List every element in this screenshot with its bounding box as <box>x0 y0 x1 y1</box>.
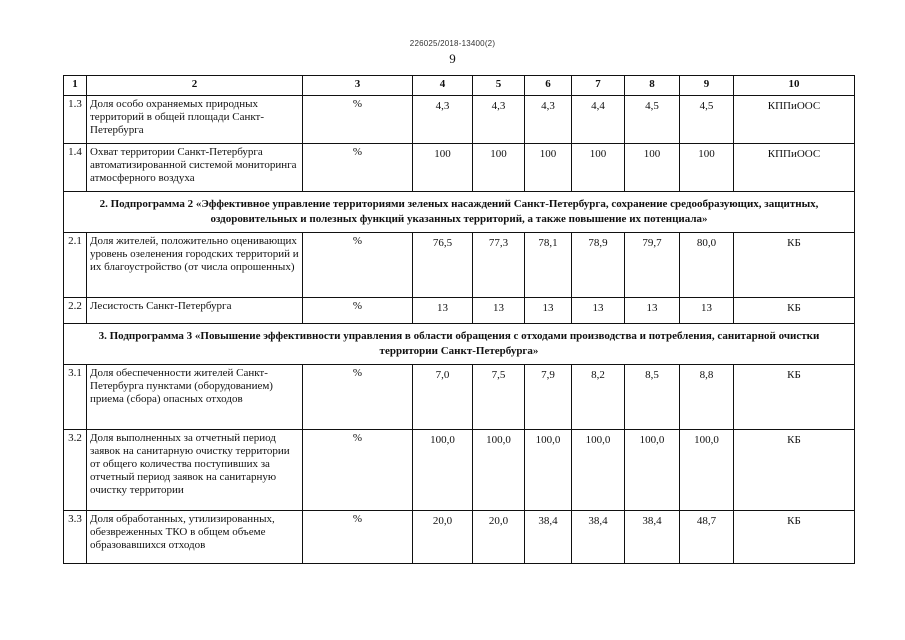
value-cell: 4,3 <box>525 96 572 144</box>
document-id: 226025/2018-13400(2) <box>409 39 496 48</box>
value-cell: 100,0 <box>680 430 734 511</box>
header-cell: 3 <box>303 76 413 96</box>
value-cell: 80,0 <box>680 233 734 298</box>
table-row <box>64 365 855 430</box>
unit: % <box>303 430 413 511</box>
source-cell: КБ <box>734 365 855 430</box>
value-cell: 13 <box>625 298 680 324</box>
value-cell: 100,0 <box>572 430 625 511</box>
value-cell: 100 <box>413 144 473 192</box>
value-cell: 38,4 <box>625 511 680 564</box>
value-cell: 4,5 <box>625 96 680 144</box>
value-cell: 13 <box>473 298 525 324</box>
row-index: 2.1 <box>64 233 87 298</box>
row-index: 3.1 <box>64 365 87 430</box>
table-row <box>64 511 855 564</box>
indicator-name: Доля особо охраняемых природных территорий в общей площади Санкт-Петербурга <box>87 96 303 144</box>
value-cell: 48,7 <box>680 511 734 564</box>
value-cell: 8,8 <box>680 365 734 430</box>
source-cell: КППиООС <box>734 96 855 144</box>
indicator-name: Доля обеспеченности жителей Санкт-Петербурга пунктами (оборудованием) приема (сбора) опасных отходов <box>87 365 303 430</box>
value-cell: 38,4 <box>572 511 625 564</box>
row-index: 3.3 <box>64 511 87 564</box>
value-cell: 100,0 <box>413 430 473 511</box>
section-row <box>64 192 855 233</box>
table-row <box>64 96 855 144</box>
value-cell: 4,3 <box>413 96 473 144</box>
value-cell: 100,0 <box>473 430 525 511</box>
source-cell: КППиООС <box>734 144 855 192</box>
unit: % <box>303 511 413 564</box>
row-index: 2.2 <box>64 298 87 324</box>
value-cell: 78,9 <box>572 233 625 298</box>
value-cell: 77,3 <box>473 233 525 298</box>
indicators-table <box>63 75 855 564</box>
section-title: 3. Подпрограмма 3 «Повышение эффективности управления в области обращения с отходами производства и потребления, санитарной очистки территории Санкт-Петербурга» <box>64 324 855 365</box>
value-cell: 4,3 <box>473 96 525 144</box>
row-index: 3.2 <box>64 430 87 511</box>
value-cell: 38,4 <box>525 511 572 564</box>
table-row <box>64 233 855 298</box>
value-cell: 100 <box>473 144 525 192</box>
table-row <box>64 430 855 511</box>
header-cell: 1 <box>64 76 87 96</box>
section-row <box>64 324 855 365</box>
value-cell: 20,0 <box>473 511 525 564</box>
value-cell: 8,5 <box>625 365 680 430</box>
unit: % <box>303 298 413 324</box>
value-cell: 7,9 <box>525 365 572 430</box>
value-cell: 100 <box>625 144 680 192</box>
header-cell: 8 <box>625 76 680 96</box>
value-cell: 76,5 <box>413 233 473 298</box>
page-number: 9 <box>449 51 456 66</box>
unit: % <box>303 233 413 298</box>
value-cell: 4,4 <box>572 96 625 144</box>
table-row <box>64 298 855 324</box>
value-cell: 13 <box>525 298 572 324</box>
value-cell: 7,5 <box>473 365 525 430</box>
value-cell: 13 <box>572 298 625 324</box>
indicator-name: Лесистость Санкт-Петербурга <box>87 298 303 324</box>
row-index: 1.4 <box>64 144 87 192</box>
table-header-row <box>64 76 855 96</box>
value-cell: 8,2 <box>572 365 625 430</box>
value-cell: 7,0 <box>413 365 473 430</box>
header-cell: 7 <box>572 76 625 96</box>
unit: % <box>303 144 413 192</box>
source-cell: КБ <box>734 298 855 324</box>
value-cell: 100 <box>525 144 572 192</box>
unit: % <box>303 96 413 144</box>
header-cell: 6 <box>525 76 572 96</box>
value-cell: 4,5 <box>680 96 734 144</box>
indicator-name: Доля жителей, положительно оценивающих уровень озеленения городских территорий и их благоустройство (от числа опрошенных) <box>87 233 303 298</box>
source-cell: КБ <box>734 430 855 511</box>
header-cell: 10 <box>734 76 855 96</box>
value-cell: 100 <box>572 144 625 192</box>
value-cell: 100,0 <box>625 430 680 511</box>
value-cell: 100,0 <box>525 430 572 511</box>
header-cell: 9 <box>680 76 734 96</box>
table-row <box>64 144 855 192</box>
unit: % <box>303 365 413 430</box>
value-cell: 100 <box>680 144 734 192</box>
table-body <box>64 76 855 564</box>
value-cell: 13 <box>413 298 473 324</box>
value-cell: 79,7 <box>625 233 680 298</box>
header-cell: 4 <box>413 76 473 96</box>
header-cell: 5 <box>473 76 525 96</box>
section-title: 2. Подпрограмма 2 «Эффективное управление территориями зеленых насаждений Санкт-Петербурга, сохранение средообразующих, защитных, оздоровительных и полезных функций указанных территорий, а также повышение их потенциала» <box>64 192 855 233</box>
source-cell: КБ <box>734 511 855 564</box>
row-index: 1.3 <box>64 96 87 144</box>
source-cell: КБ <box>734 233 855 298</box>
value-cell: 13 <box>680 298 734 324</box>
indicator-name: Доля обработанных, утилизированных, обезвреженных ТКО в общем объеме образовавшихся отходов <box>87 511 303 564</box>
value-cell: 20,0 <box>413 511 473 564</box>
header-cell: 2 <box>87 76 303 96</box>
indicator-name: Охват территории Санкт-Петербурга автоматизированной системой мониторинга атмосферного воздуха <box>87 144 303 192</box>
indicator-name: Доля выполненных за отчетный период заявок на санитарную очистку территории от общего количества поступивших за отчетный период заявок на санитарную очистку территории <box>87 430 303 511</box>
value-cell: 78,1 <box>525 233 572 298</box>
